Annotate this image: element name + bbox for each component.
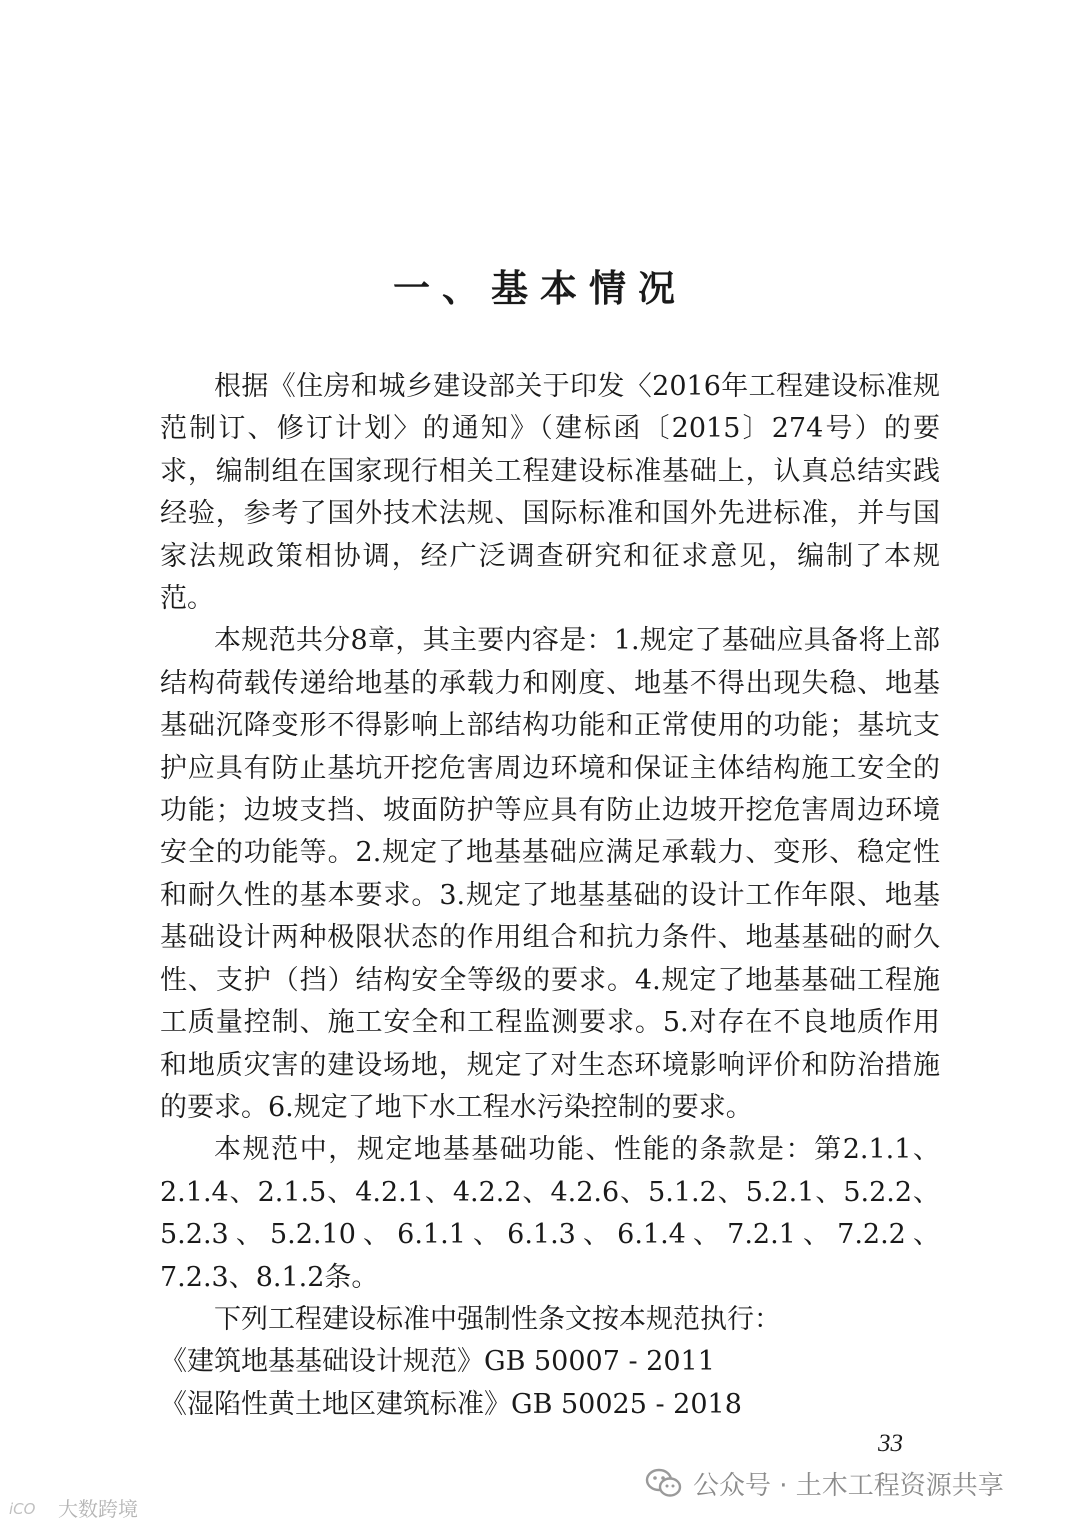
paragraph-background: 根据《住房和城乡建设部关于印发〈2016年工程建设标准规范制订、修订计划〉的通知》（建标函〔2015〕274号）的要求，编制组在国家现行相关工程建设标准基础上，认真总结实践经验，参考了国外技术法规、国际标准和国外先进标准，并与国家法规政策相协调，经广泛调查研究和征求意见，编制了本规范。	[160, 371, 940, 615]
brand-logo-icon	[8, 1497, 54, 1519]
paragraph-standards-intro: 下列工程建设标准中强制性条文按本规范执行：	[214, 1303, 781, 1335]
standard-item: 《建筑地基基础设计规范》GB 50007 - 2011	[160, 1346, 715, 1378]
corner-watermark-text: 大数跨境	[58, 1497, 138, 1521]
wechat-icon	[645, 1467, 683, 1499]
section-heading: 一、基本情况	[393, 267, 687, 310]
paragraph-clauses: 本规范中，规定地基基础功能、性能的条款是：第2.1.1、2.1.4、2.1.5、4.2.1、4.2.2、4.2.6、5.1.2、5.2.1、5.2.2、5.2.3、5.2.10、6.1.1、6.1.3、6.1.4、7.2.1、7.2.2、7.2.3、8.1.2条。	[160, 1134, 940, 1293]
svg-text:iCO: iCO	[9, 1499, 36, 1518]
wechat-watermark	[645, 1463, 1004, 1503]
corner-watermark	[8, 1493, 138, 1522]
standard-item: 《湿陷性黄土地区建筑标准》GB 50025 - 2018	[160, 1388, 742, 1420]
wechat-watermark-text: 公众号 · 土木工程资源共享	[693, 1470, 1004, 1501]
page-number: 33	[878, 1430, 903, 1457]
paragraph-main-content: 本规范共分8章，其主要内容是：1.规定了基础应具备将上部结构荷载传递给地基的承载力和刚度、地基不得出现失稳、地基基础沉降变形不得影响上部结构功能和正常使用的功能；基坑支护应具有防止基坑开挖危害周边环境和保证主体结构施工安全的功能；边坡支挡、坡面防护等应具有防止边坡开挖危害周边环境安全的功能等。2.规定了地基基础应满足承载力、变形、稳定性和耐久性的基本要求。3.规定了地基基础的设计工作年限、地基基础设计两种极限状态的作用组合和抗力条件、地基基础的耐久性、支护（挡）结构安全等级的要求。4.规定了地基基础工程施工质量控制、施工安全和工程监测要求。5.对存在不良地质作用和地质灾害的建设场地，规定了对生态环境影响评价和防治措施的要求。6.规定了地下水工程水污染控制的要求。	[160, 625, 940, 1123]
body-text	[160, 366, 940, 1426]
